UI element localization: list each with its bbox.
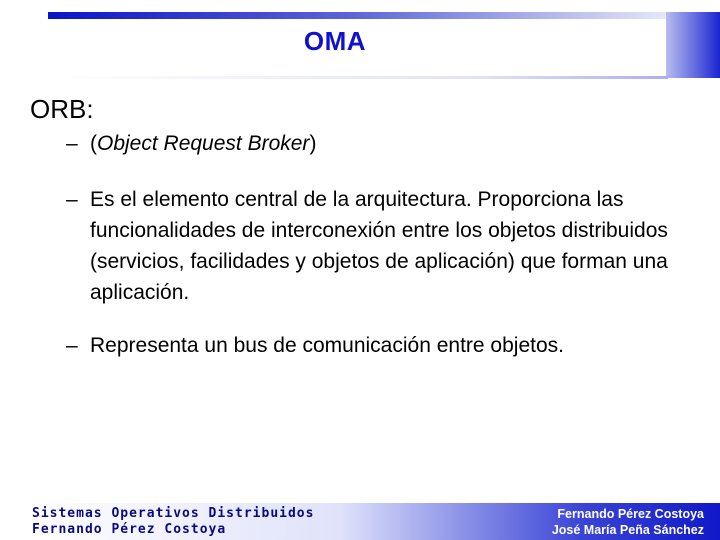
footer-author: Fernando Pérez Costoya (32, 522, 227, 537)
footer-author-1: Fernando Pérez Costoya (557, 507, 704, 521)
bullet-prefix: ( (90, 132, 97, 155)
bullet-suffix: ) (309, 132, 317, 155)
title-bar-right-block (666, 12, 720, 78)
footer-left (32, 506, 314, 538)
footer-course-title: Sistemas Operativos Distribuidos (32, 506, 315, 521)
bullet-item-1 (66, 128, 706, 159)
bullet-text: Representa un bus de comunicación entre objetos. (90, 334, 564, 357)
bullet-italic-term: Object Request Broker (97, 132, 310, 155)
slide-title: OMA (303, 26, 367, 56)
dash-marker: – (66, 188, 78, 211)
bullet-item-2 (66, 184, 706, 308)
title-bar-top-stripe (48, 12, 668, 19)
footer-right (552, 506, 704, 538)
dash-marker: – (66, 334, 78, 357)
bullet-item-3 (66, 330, 706, 361)
bullet-text (66, 128, 706, 159)
title-bar-underline (48, 76, 668, 79)
dash-marker: – (66, 132, 78, 155)
footer-author-2: José María Peña Sánchez (551, 523, 704, 537)
slide-heading: ORB: (30, 94, 94, 124)
bullet-text: Es el elemento central de la arquitectura. Proporciona las funcionalidades de interconexión entre los objetos distribuidos (servicios, facilidades y objetos de aplicación) que forman una aplicación. (90, 188, 668, 304)
